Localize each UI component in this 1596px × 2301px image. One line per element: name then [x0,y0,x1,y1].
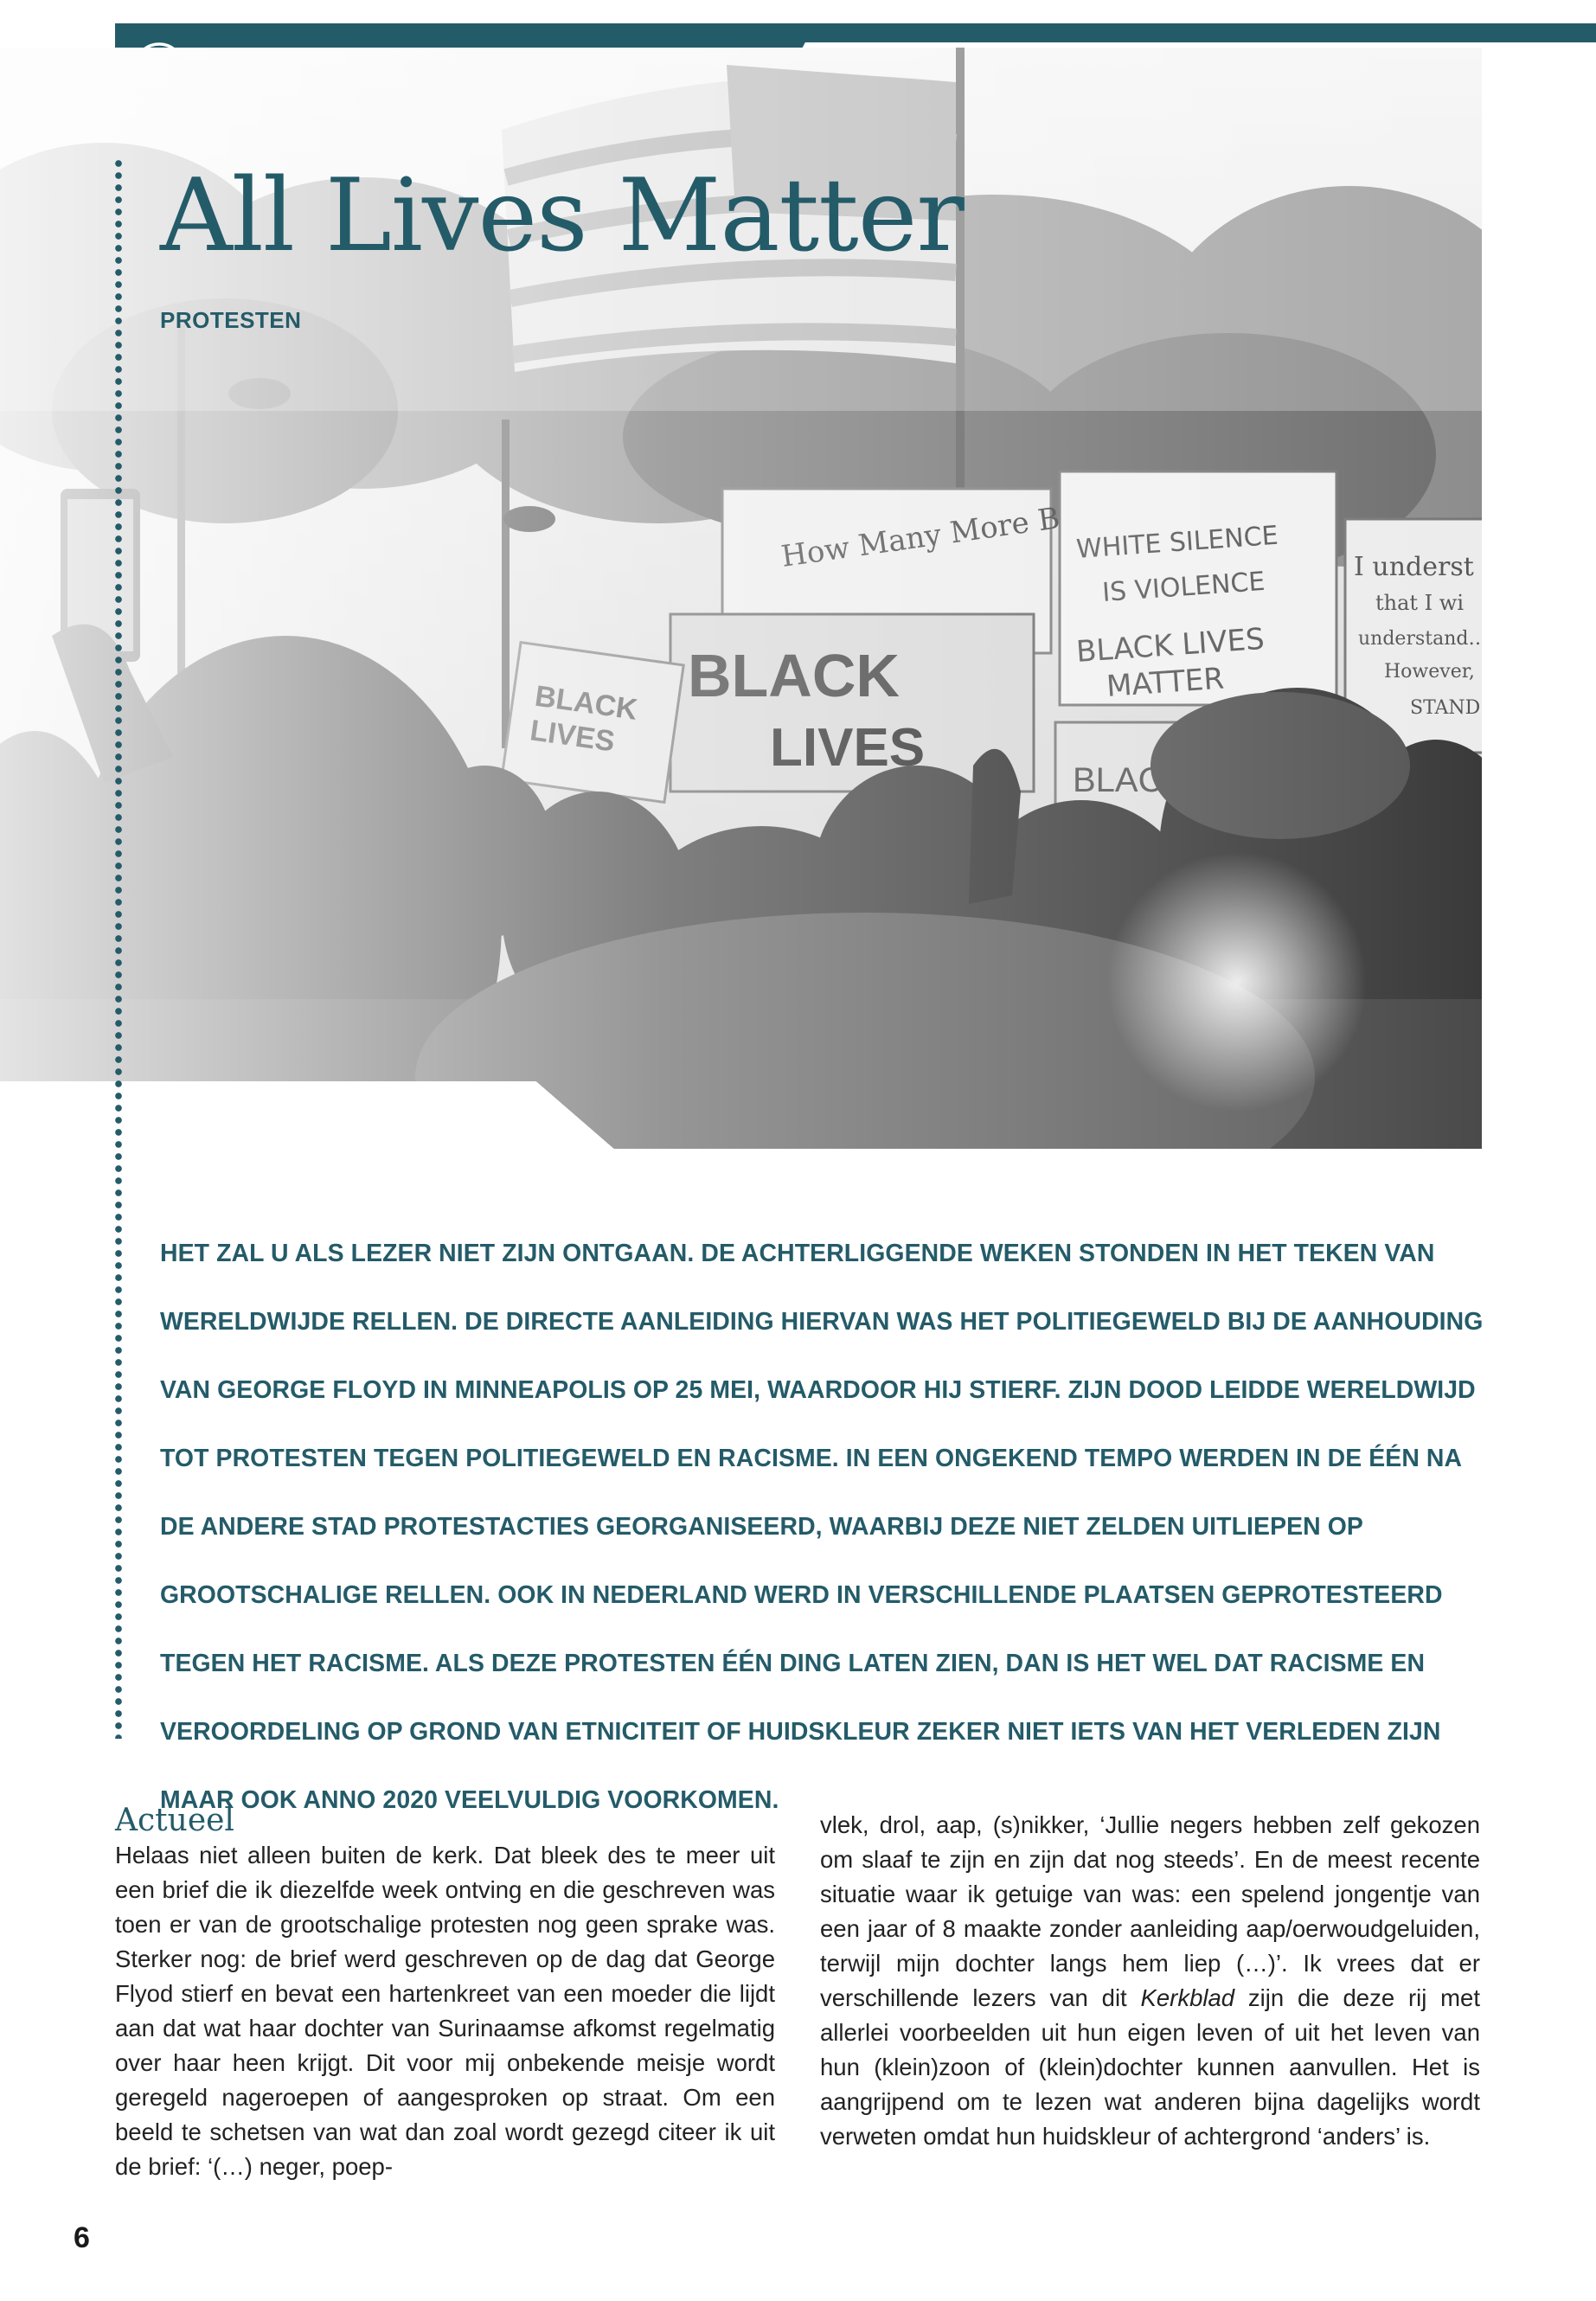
body-column-left [115,1802,775,2184]
header-rule [779,23,1596,42]
magazine-name: Kerkblad [1140,1984,1235,2011]
body-text-right-2: zijn die deze rij met allerlei voorbeelden uit hun eigen leven of uit het leven van hun (klein)zoon of (klein)dochter kunnen aanvullen. Het is aangrijpend om te lezen wat anderen bijna dagelijks wordt verweten omdat hun huidskleur of achtergrond ‘anders’ is. [820,1984,1480,2150]
article-title: All Lives Matter [160,157,964,274]
page-number: 6 [74,2221,90,2254]
article-kicker: PROTESTEN [160,307,302,333]
section-heading: Actueel [115,1803,234,1838]
article-intro: HET ZAL U ALS LEZER NIET ZIJN ONTGAAN. DE ACHTERLIGGENDE WEKEN STONDEN IN HET TEKEN VAN WERELDWIJDE RELLEN. DE DIRECTE AANLEIDING HIERVAN WAS HET POLITIEGEWELD BIJ DE AANHOUDING VAN GEORGE FLOYD IN MINNEAPOLIS OP 25 MEI, WAARDOOR HIJ STIERF. ZIJN DOOD LEIDDE WERELDWIJD TOT PROTESTEN TEGEN POLITIEGEWELD EN RACISME. IN EEN ONGEKEND TEMPO WERDEN IN DE ÉÉN NA DE ANDERE STAD PROTESTACTIES GEORGANISEERD, WAARBIJ DEZE NIET ZELDEN UITLIEPEN OP GROOTSCHALIGE RELLEN. OOK IN NEDERLAND WERD IN VERSCHILLENDE PLAATSEN GEPROTESTEERD TEGEN HET RACISME. ALS DEZE PROTESTEN ÉÉN DING LATEN ZIEN, DAN IS HET WEL DAT RACISME EN VEROORDELING OP GROND VAN ETNICITEIT OF HUIDSKLEUR ZEKER NIET IETS VAN HET VERLEDEN ZIJN MAAR OOK ANNO 2020 VEELVULDIG VOORKOMEN. [160,1240,1484,1814]
body-paragraph-right [820,1808,1480,2154]
body-column-right [820,1808,1480,2154]
body-text-right-1: vlek, drol, aap, (s)nikker, ‘Jullie negers hebben zelf gekozen om slaaf te zijn en zijn dat nog steeds’. En de meest recente situatie waar ik getuige van was: een spelend jongentje van een jaar of 8 maakte zonder aanleiding aap/oerwoudgeluiden, terwijl mijn dochter langs hem liep (…)’. Ik vrees dat er verschillende lezers van dit [820,1811,1480,2011]
body-paragraph-left: Helaas niet alleen buiten de kerk. Dat bleek des te meer uit een brief die ik diezelfde week ontving en die geschreven was toen er van de grootschalige protesten nog geen sprake was. Sterker nog: de brief werd geschreven op de dag dat George Flyod stierf en bevat een hartenkreet van een moeder die lijdt aan dat wat haar dochter van Surinaamse afkomst regelmatig over haar heen krijgt. Dit voor mij onbekende meisje wordt geregeld nageroepen of aangesproken op straat. Om een beeld te schetsen van wat dan zoal wordt gezegd citeer ik uit de brief: ‘(…) neger, poep- [115,1842,775,2180]
dotted-rule [115,157,122,1739]
